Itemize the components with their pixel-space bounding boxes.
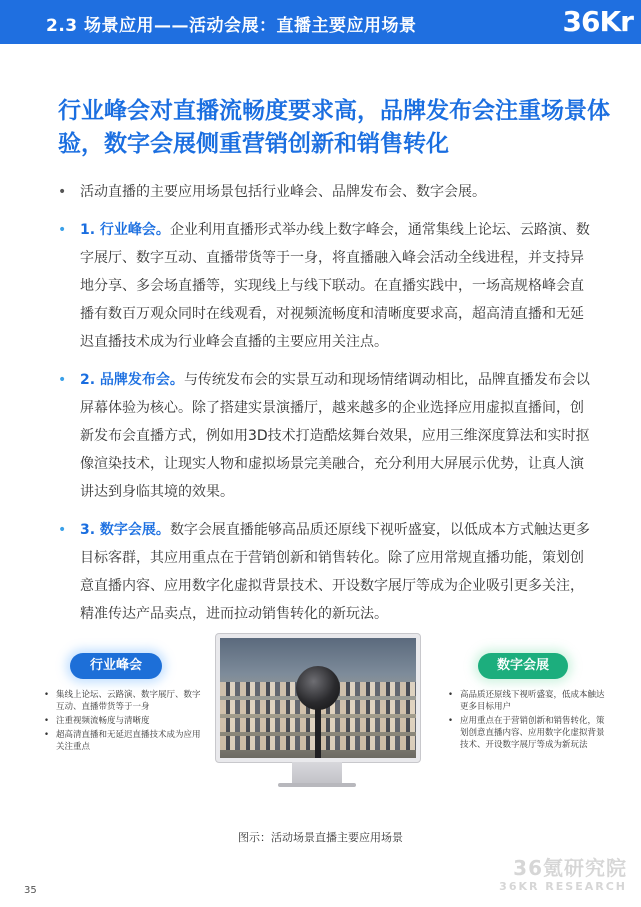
bullet-intro: [58, 178, 592, 206]
note-item: • 集线上论坛、云路演、数字展厅、数字互动、直播带货等于一身: [44, 689, 204, 713]
bullet-body: 与传统发布会的实景互动和现场情绪调动相比，品牌直播发布会以屏幕体验为核心。除了搭建实景演播厅，越来越多的企业选择应用虚拟直播间，创新发布会直播方式，例如用3D技术打造酷炫舞台效果，应用三维深度算法和实时抠像渲染技术，让现实人物和虚拟场景完美融合，充分利用大屏展示优势，让真人演讲达到身临其境的效果。: [80, 372, 590, 500]
scenario-figure: [0, 625, 641, 845]
bullet-list: [58, 178, 592, 638]
section-title: 2.3 场景应用——活动会展：直播主要应用场景: [46, 16, 417, 36]
monitor-base: [278, 783, 356, 787]
brand-logo: 36Kr: [562, 5, 633, 38]
watermark-en: 36KR RESEARCH: [499, 880, 627, 893]
watermark-cn: 36氪研究院: [513, 856, 627, 880]
note-item: • 应用重点在于营销创新和销售转化，策划创意直播内容、应用数字化虚拟背景技术、开设数字展厅等成为新玩法: [448, 715, 608, 751]
bullet-body: 数字会展直播能够高品质还原线下视听盛宴，以低成本方式触达更多目标客群，其应用重点在于营销创新和销售转化。除了应用常规直播功能，策划创意直播内容、应用数字化虚拟背景技术、开设数字展厅等成为企业吸引更多关注，精准传达产品卖点，进而拉动销售转化的新玩法。: [80, 522, 590, 622]
conference-photo: [220, 638, 416, 758]
industry-summit-notes: [44, 689, 204, 755]
bullet-title: 2. 品牌发布会。: [80, 372, 184, 388]
bullet-digital-expo: [58, 516, 592, 628]
page-headline: 行业峰会对直播流畅度要求高，品牌发布会注重场景体验，数字会展侧重营销创新和销售转化: [58, 98, 610, 157]
figure-caption: 图示：活动场景直播主要应用场景: [238, 831, 403, 844]
monitor-stand: [292, 762, 342, 784]
page-number: 35: [24, 885, 37, 896]
bullet-body: 企业利用直播形式举办线上数字峰会，通常集线上论坛、云路演、数字展厅、数字互动、直播带货等于一身，将直播融入峰会活动全线进程，并支持异地分享、多会场直播等，实现线上与线下联动。在直播实践中，一场高规格峰会直播有数百万观众同时在线观看，对视频流畅度和清晰度要求高，超高清直播和无延迟直播技术成为行业峰会直播的主要应用关注点。: [80, 222, 590, 350]
bullet-industry-summit: [58, 216, 592, 356]
digital-expo-notes: [448, 689, 608, 753]
header-bar: [0, 0, 641, 44]
note-item: • 超高清直播和无延迟直播技术成为应用关注重点: [44, 729, 204, 753]
bullet-brand-launch: [58, 366, 592, 506]
industry-summit-pill: 行业峰会: [70, 653, 162, 679]
digital-expo-pill: 数字会展: [478, 653, 568, 679]
monitor-image: [215, 633, 421, 763]
bullet-title: 3. 数字会展。: [80, 522, 170, 538]
bullet-title: 1. 行业峰会。: [80, 222, 170, 238]
microphone-icon: [296, 666, 340, 710]
note-item: • 注重视频流畅度与清晰度: [44, 715, 204, 727]
note-item: • 高品质还原线下视听盛宴，低成本触达更多目标用户: [448, 689, 608, 713]
bullet-intro-text: 活动直播的主要应用场景包括行业峰会、品牌发布会、数字会展。: [80, 184, 486, 200]
